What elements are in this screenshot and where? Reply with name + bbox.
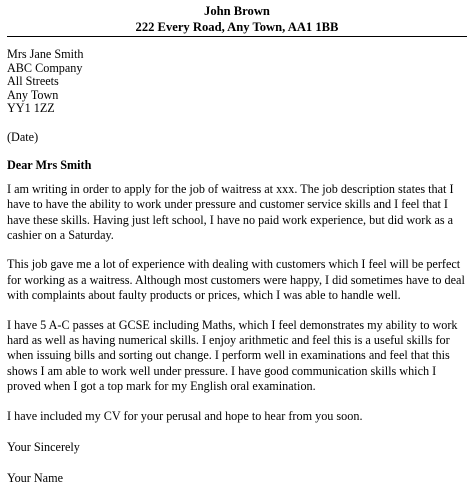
- signoff: Your Sincerely: [7, 440, 80, 455]
- recipient-line: All Streets: [7, 74, 59, 89]
- signature-name: Your Name: [7, 471, 63, 486]
- body-paragraph: I have 5 A-C passes at GCSE including Maths, which I feel demonstrates my ability to work hard as well as having numerical skills. I enjoy arithmetic and feel this is a useful skills for when issuing bills and sorting out change. I perform well in examinations and feel that this shows I am able to work well under pressure. I have good communication skills which I proved when I got a top mark for my English oral examination.: [7, 317, 458, 394]
- salutation: Dear Mrs Smith: [7, 158, 92, 173]
- body-paragraph: This job gave me a lot of experience with dealing with customers which I feel will be perfect for working as a waitress. Although most customers were happy, I did sometimes have to deal with complaints about faulty products or prices, which I was able to handle well.: [7, 257, 465, 303]
- letter-date: (Date): [7, 129, 39, 144]
- letter: [7, 3, 469, 487]
- recipient-line: ABC Company: [7, 60, 83, 75]
- body-paragraph: I have included my CV for your perusal and hope to hear from you soon.: [7, 408, 363, 423]
- letter-header: [7, 3, 467, 37]
- sender-name: John Brown: [204, 4, 270, 18]
- body-paragraph: I am writing in order to apply for the job of waitress at xxx. The job description states that I have to have the ability to work under pressure and customer service skills and I feel that I have these skills. Having just left school, I have no paid work experience, but did work as a cashier on a Saturday.: [7, 181, 454, 242]
- recipient-line: Mrs Jane Smith: [7, 47, 84, 61]
- sender-address: 222 Every Road, Any Town, AA1 1BB: [7, 19, 467, 37]
- recipient-line: Any Town: [7, 87, 59, 102]
- recipient-address: [7, 48, 469, 116]
- recipient-line: YY1 1ZZ: [7, 101, 55, 116]
